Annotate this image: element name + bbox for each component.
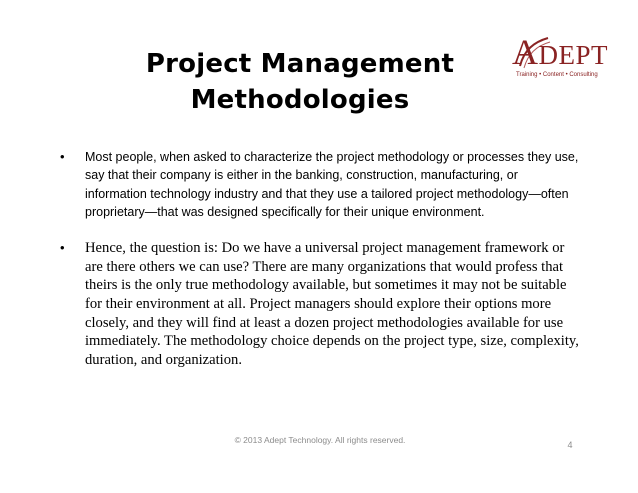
slide-title-line-1: Project Management [145, 49, 455, 79]
logo-wordmark: ADEPT [512, 32, 608, 72]
copyright-footer: © 2013 Adept Technology. All rights reserved. [234, 435, 406, 445]
logo-tagline: Training • Content • Consulting [516, 72, 598, 78]
bullet-text: Hence, the question is: Do we have a universal project management framework or are there others we can use? There are many organizations that would profess that theirs is the only true methodology available, but sometimes it may not be suitable for their environment at all. Project managers should explore their options more closely, and they will find at least a dozen project methodologies available for use immediately. The methodology choice depends on the project type, size, complexity, duration, and organization. [85, 240, 579, 368]
bullet-text: Most people, when asked to characterize the project methodology or processes they use, say that their company is either in the banking, construction, manufacturing, or information technology industry and that they use a tailored project methodology—often proprietary—that was designed specifically for their unique environment. [85, 150, 579, 219]
bullet-item [60, 239, 580, 369]
bullet-item [60, 148, 580, 221]
adept-logo [512, 32, 612, 80]
bullet-dot-icon: • [60, 240, 65, 256]
bullet-dot-icon: • [60, 149, 65, 164]
slide-title-line-2: Methodologies [190, 85, 410, 115]
bullet-list [60, 148, 580, 369]
page-number: 4 [567, 440, 573, 450]
slide-title [120, 46, 480, 118]
